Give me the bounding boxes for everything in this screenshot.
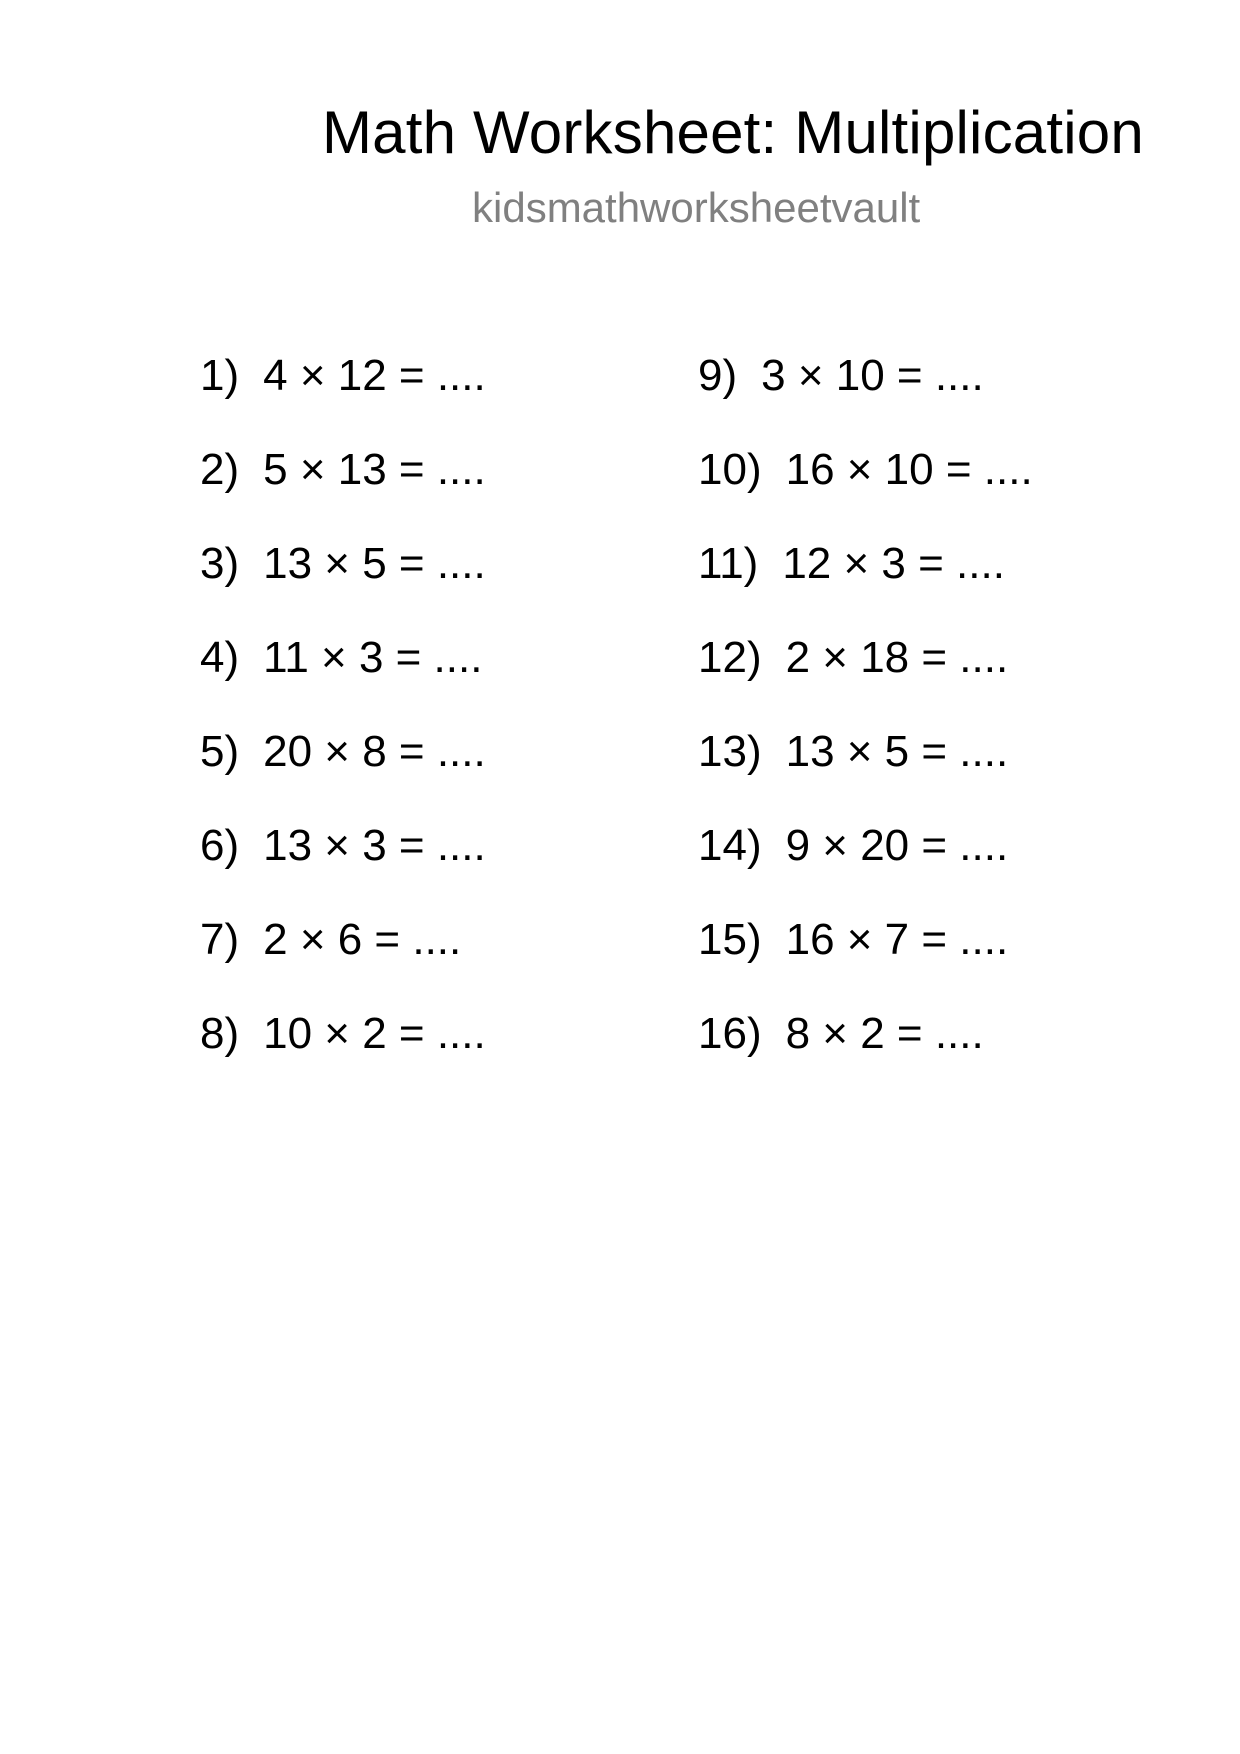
problem-number: 1) [200,351,240,400]
problem-expression: 13 × 5 = .... [785,727,1009,776]
problem-number: 2) [200,445,240,494]
problem-expression: 10 × 2 = .... [263,1009,486,1058]
problem-expression: 2 × 6 = .... [263,915,462,964]
problem-item [200,914,461,966]
problem-number: 15) [698,915,762,964]
problem-item [200,350,486,402]
problem-expression: 11 × 3 = .... [263,633,483,682]
problem-item [698,820,1008,872]
problem-item [698,632,1008,684]
problem-item [200,538,486,590]
problem-number: 5) [200,727,240,776]
problem-item [698,1008,984,1060]
problem-expression: 5 × 13 = .... [263,445,486,494]
problem-number: 7) [200,915,240,964]
problem-number: 8) [200,1009,240,1058]
problem-number: 9) [698,351,738,400]
problem-expression: 3 × 10 = .... [761,351,984,400]
problem-number: 10) [698,445,762,494]
problem-number: 11) [698,539,759,588]
problem-item [200,632,482,684]
problem-number: 4) [200,633,240,682]
problem-expression: 12 × 3 = .... [782,539,1005,588]
problem-expression: 16 × 7 = .... [785,915,1009,964]
problem-expression: 13 × 5 = .... [263,539,486,588]
problem-expression: 20 × 8 = .... [263,727,486,776]
problem-item [200,820,486,872]
problem-number: 12) [698,633,762,682]
problem-item [698,444,1033,496]
problem-expression: 4 × 12 = .... [263,351,486,400]
problem-expression: 13 × 3 = .... [263,821,486,870]
problem-item [200,726,486,778]
problem-expression: 16 × 10 = .... [785,445,1033,494]
page-title: Math Worksheet: Multiplication [322,99,1144,166]
page-subtitle: kidsmathworksheetvault [472,184,921,231]
problem-item [698,538,1005,590]
problem-number: 6) [200,821,240,870]
problem-item [200,444,486,496]
problem-number: 16) [698,1009,762,1058]
problem-item [698,914,1008,966]
problem-number: 14) [698,821,762,870]
problem-number: 13) [698,727,762,776]
problem-item [200,1008,486,1060]
problem-expression: 9 × 20 = .... [785,821,1009,870]
problem-number: 3) [200,539,240,588]
problem-item [698,350,984,402]
problem-item [698,726,1008,778]
problem-expression: 2 × 18 = .... [785,633,1009,682]
problem-expression: 8 × 2 = .... [785,1009,984,1058]
